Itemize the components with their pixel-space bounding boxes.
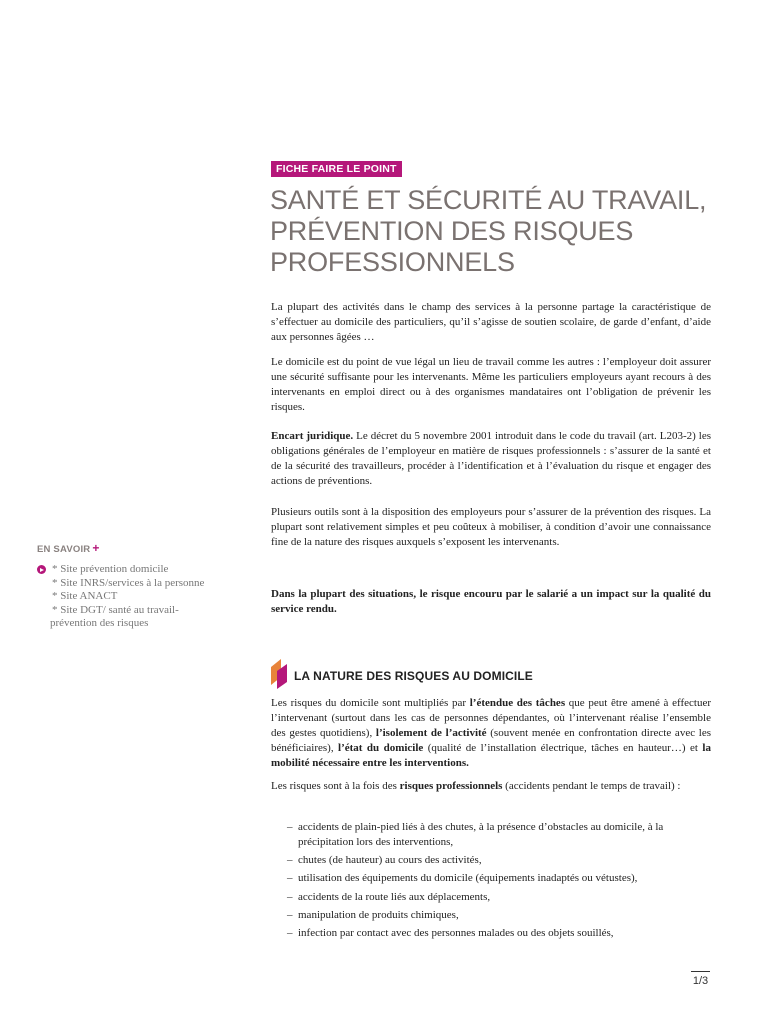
list-item: – accidents de la route liés aux déplacements, bbox=[287, 890, 711, 905]
page-number: 1/3 bbox=[691, 971, 710, 987]
legal-insert-text: Le décret du 5 novembre 2001 introduit dans le code du travail (art. L203-2) les obligations générales de l’employeur en matière de risques professionnels : s’assurer de la santé et de la sécurité des travailleurs, procéder à l’identification et à l’évaluation du risque et engager des actions de préventions. bbox=[271, 430, 711, 487]
professional-risks-paragraph bbox=[271, 779, 711, 794]
text-emphasis: la mobilité nécessaire entre les interventions. bbox=[271, 742, 711, 769]
legal-insert-label: Encart juridique. bbox=[271, 430, 354, 442]
text-run: (qualité de l’installation électrique, tâches en hauteur…) et bbox=[423, 742, 703, 754]
arrow-right-icon bbox=[37, 565, 46, 574]
list-item: – accidents de plain-pied liés à des chutes, à la présence d’obstacles au domicile, à la précipitation lors des interventions, bbox=[287, 820, 711, 850]
intro-paragraph: La plupart des activités dans le champ des services à la personne partage la caractéristique de s’effectuer au domicile des particuliers, qu’il s’agisse de soutien scolaire, de garde d’enfant, d’aide aux personnes âgées … bbox=[271, 301, 711, 343]
text-run: que peut être amené à effectuer l’intervenant (surtout dans les cas de personnes dépendantes, où l’intervenant réalise l’ensemble des gestes quotidiens), bbox=[271, 697, 711, 739]
list-item: – utilisation des équipements du domicile (équipements inadaptés ou vétustes), bbox=[287, 871, 711, 886]
link-dgt-continued[interactable]: prévention des risques bbox=[50, 617, 149, 629]
learn-more-links bbox=[37, 563, 237, 631]
tools-paragraph: Plusieurs outils sont à la disposition des employeurs pour s’assurer de la prévention des risques. La plupart sont relativement simples et peu coûteux à mobiliser, à condition d’avoir une connaissance fine de la nature des risques auxquels s’exposent les intervenants. bbox=[271, 506, 711, 548]
learn-more-heading bbox=[37, 541, 237, 555]
link-anact[interactable]: * Site ANACT bbox=[52, 590, 118, 602]
risks-paragraph bbox=[271, 696, 711, 771]
learn-more-heading-text: EN SAVOIR bbox=[37, 544, 91, 555]
legal-context-paragraph: Le domicile est du point de vue légal un lieu de travail comme les autres : l’employeur doit assurer une sécurité suffisante pour les intervenants. Même les particuliers employeurs ayant recours à des intervenants en emploi direct ou à des organismes mandataires ont l’obligation de prévenir les risques. bbox=[271, 356, 711, 413]
text-emphasis: l’état du domicile bbox=[338, 742, 424, 754]
list-item: – infection par contact avec des personnes malades ou des objets souillés, bbox=[287, 926, 711, 941]
text-run: (souvent menée en confrontation directe avec les bénéficiaires), bbox=[271, 727, 711, 754]
link-dgt[interactable]: * Site DGT/ santé au travail- bbox=[52, 603, 179, 616]
section-bookmark-icon bbox=[269, 659, 289, 689]
risk-list bbox=[287, 820, 711, 886]
text-run: Les risques du domicile sont multipliés par bbox=[271, 697, 470, 709]
document-title bbox=[270, 185, 710, 278]
title-line: PRÉVENTION DES RISQUES bbox=[270, 216, 634, 246]
list-item: – manipulation de produits chimiques, bbox=[287, 908, 711, 923]
learn-more-sidebar bbox=[37, 541, 237, 631]
text-emphasis: l’isolement de l’activité bbox=[375, 727, 487, 739]
section-title: LA NATURE DES RISQUES AU DOMICILE bbox=[294, 669, 533, 683]
link-inrs[interactable]: * Site INRS/services à la personne bbox=[52, 576, 205, 589]
legal-insert-paragraph bbox=[271, 429, 711, 489]
text-run: (accidents pendant le temps de travail) : bbox=[502, 780, 681, 792]
text-run: Les risques sont à la fois des bbox=[271, 780, 400, 792]
text-emphasis: l’étendue des tâches bbox=[469, 697, 566, 709]
link-prevention-domicile[interactable]: * Site prévention domicile bbox=[52, 563, 169, 575]
text-emphasis: risques professionnels bbox=[399, 780, 503, 792]
title-line: SANTÉ ET SÉCURITÉ AU TRAVAIL, bbox=[270, 185, 707, 215]
risk-list-continued bbox=[287, 890, 711, 941]
list-item: – chutes (de hauteur) au cours des activités, bbox=[287, 853, 711, 868]
plus-icon: + bbox=[92, 541, 100, 555]
title-line: PROFESSIONNELS bbox=[270, 247, 515, 277]
document-type-tag: FICHE FAIRE LE POINT bbox=[271, 161, 402, 177]
key-statement: Dans la plupart des situations, le risque encouru par le salarié a un impact sur la qualité du service rendu. bbox=[271, 588, 711, 615]
